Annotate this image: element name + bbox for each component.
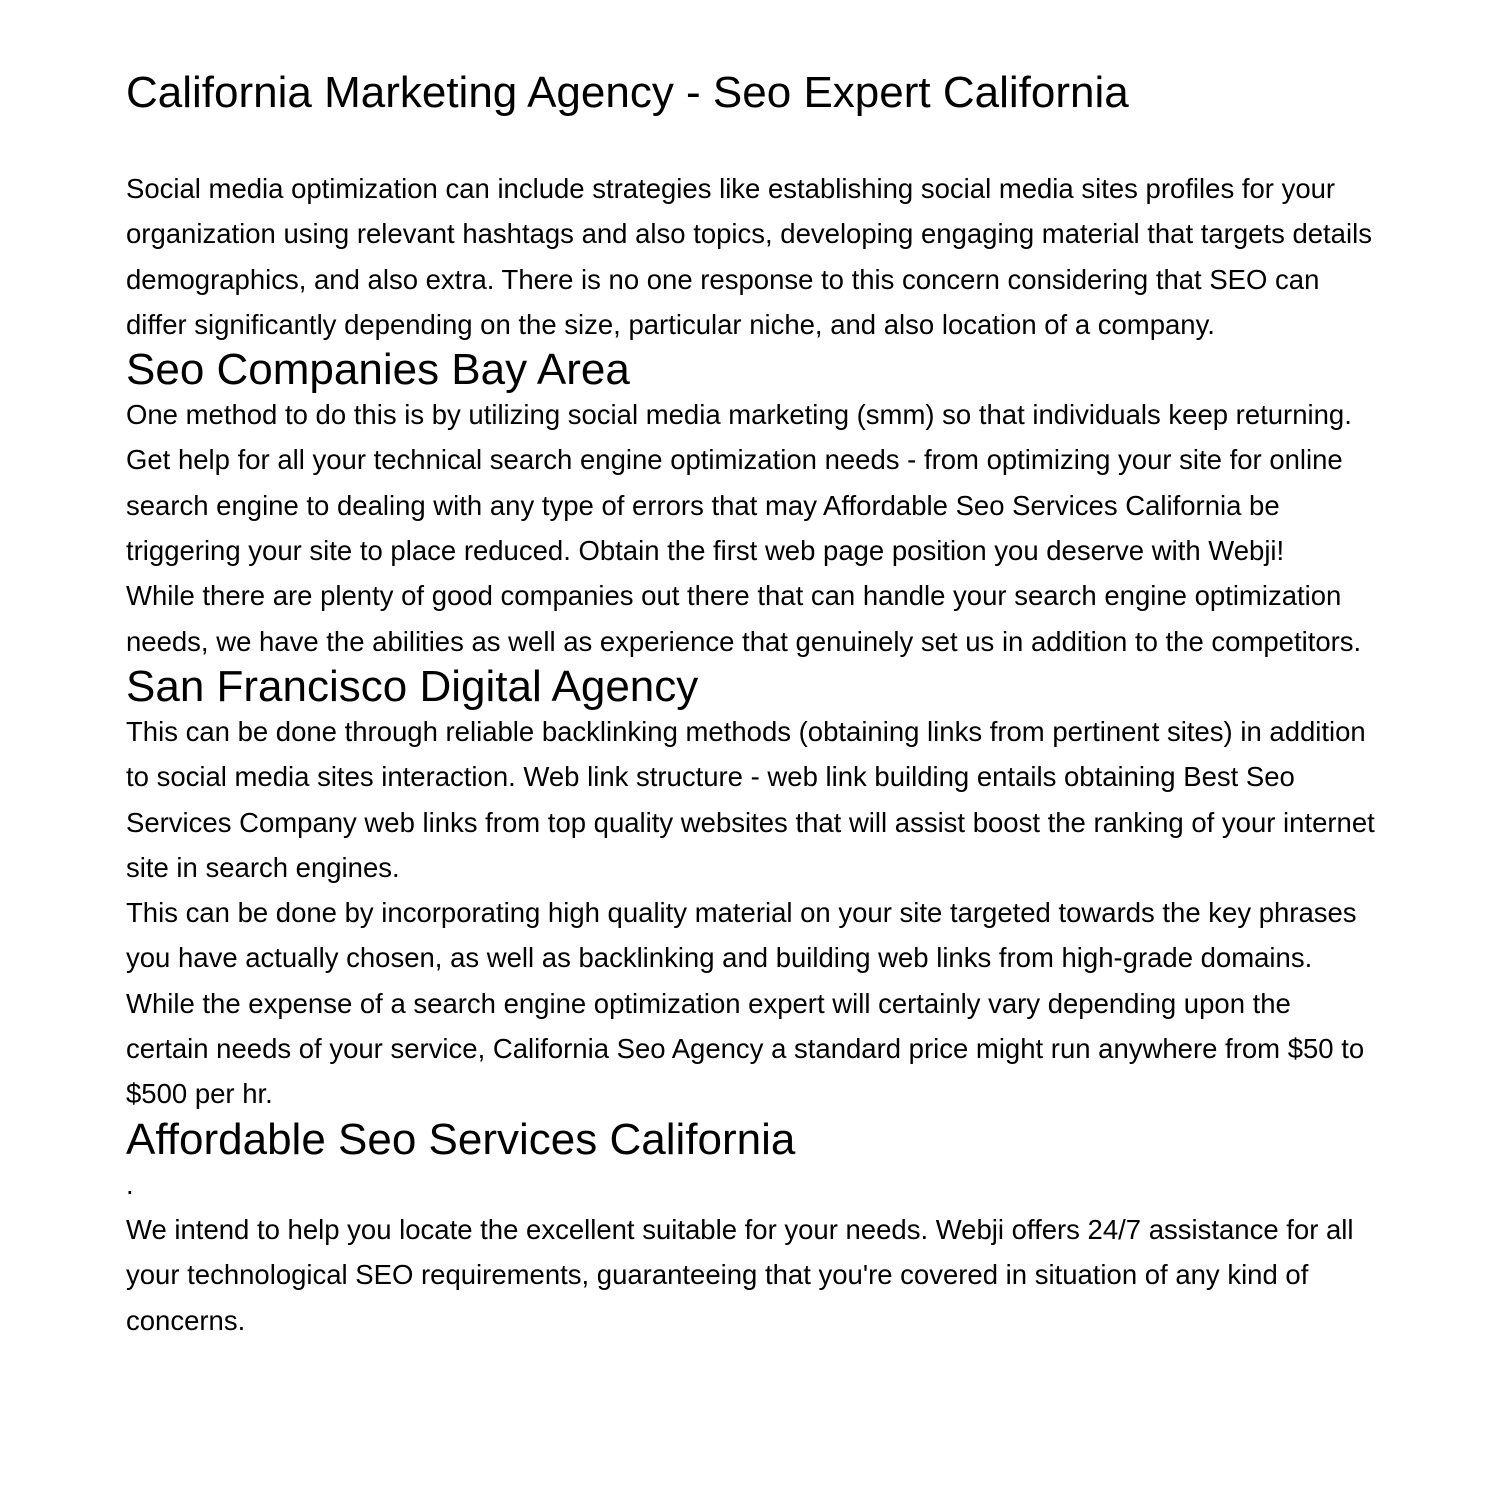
section-san-francisco-digital-agency [126, 661, 1376, 1117]
section-paragraph: This can be done through reliable backlinking methods (obtaining links from pertinent sites) in addition to social media sites interaction. Web link structure - web link building entails obtaining Best Seo Services Company web links from top quality websites that will assist boost the ranking of your internet site in search engines. [126, 715, 1375, 883]
section-heading: San Francisco Digital Agency [126, 661, 699, 711]
section-paragraph: While there are plenty of good companies out there that can handle your search engine optimization needs, we have the abilities as well as experience that genuinely set us in addition to the competitors. [126, 580, 1362, 657]
document-title: California Marketing Agency - Seo Expert California [126, 68, 1129, 117]
section-affordable-seo-services-california [126, 1114, 1376, 1343]
section-paragraph: Get help for all your technical search engine optimization needs - from optimizing your site for online search engine to dealing with any type of errors that may Affordable Seo Services California be triggering your site to place reduced. Obtain the first web page position you deserve with Webji! [126, 444, 1343, 567]
section-paragraph: We intend to help you locate the excellent suitable for your needs. Webji offers 24/7 assistance for all your technological SEO requirements, guaranteeing that you're covered in situation of any kind of concerns. [126, 1213, 1354, 1336]
document-body [126, 166, 1376, 1343]
intro-paragraph: Social media optimization can include strategies like establishing social media sites profiles for your organization using relevant hashtags and also topics, developing engaging material that targets details demographics, and also extra. There is no one response to this concern considering that SEO can differ significantly depending on the size, particular niche, and also location of a company. [126, 173, 1372, 340]
section-heading: Seo Companies Bay Area [126, 345, 630, 395]
section-paragraph: One method to do this is by utilizing social media marketing (smm) so that individuals keep returning. [126, 399, 1352, 431]
section-seo-companies-bay-area [126, 347, 1376, 664]
section-paragraph: This can be done by incorporating high quality material on your site targeted towards the key phrases you have actually chosen, as well as backlinking and building web links from high-grade domains. While the expense of a search engine optimization expert will certainly vary depending upon the certain needs of your service, California Seo Agency a standard price might run anywhere from $50 to $500 per hr. [126, 897, 1365, 1110]
section-heading: Affordable Seo Services California [126, 1114, 796, 1164]
section-paragraph: . [126, 1168, 134, 1200]
